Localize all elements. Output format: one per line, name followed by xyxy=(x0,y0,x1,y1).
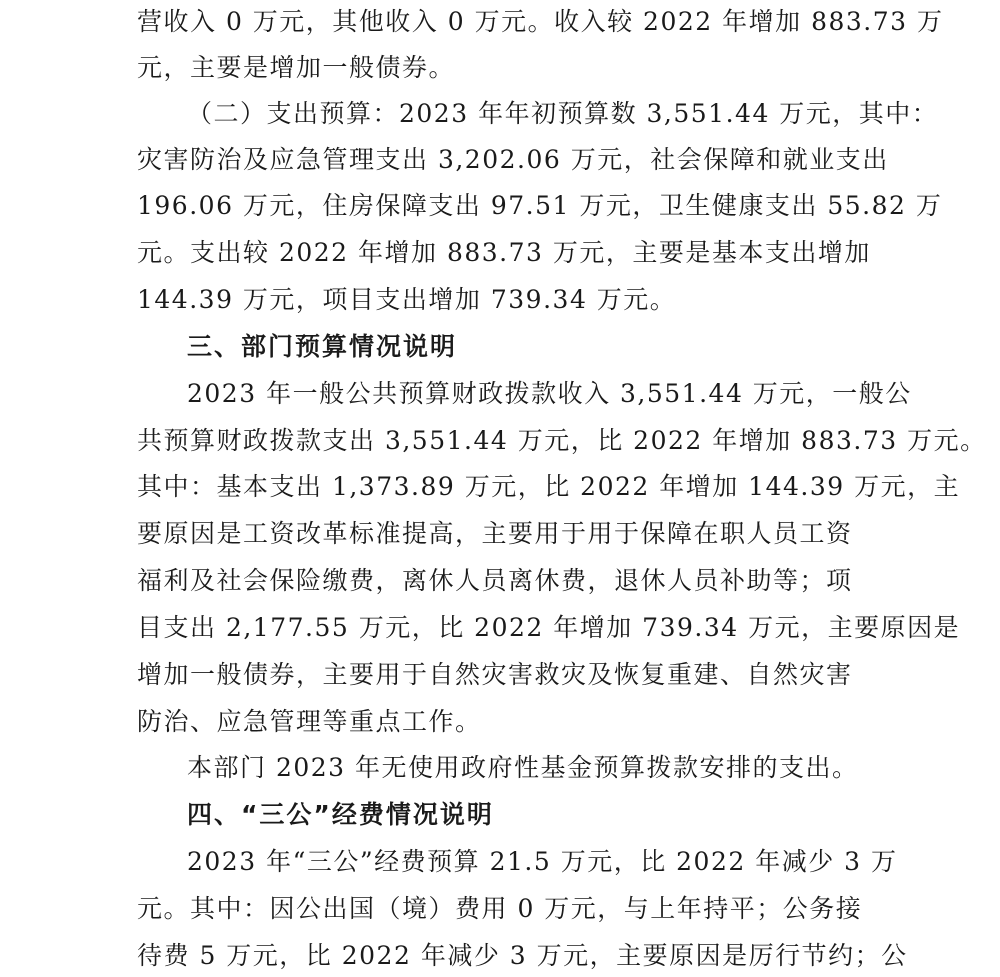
paragraph-line: 元。其中：因公出国（境）费用 0 万元，与上年持平；公务接 xyxy=(137,894,863,923)
section-heading: 三、部门预算情况说明 xyxy=(187,332,458,361)
paragraph-line: （二）支出预算：2023 年年初预算数 3,551.44 万元，其中： xyxy=(187,99,939,128)
paragraph-line: 2023 年一般公共预算财政拨款收入 3,551.44 万元，一般公 xyxy=(187,379,912,408)
paragraph-line: 要原因是工资改革标准提高，主要用于用于保障在职人员工资 xyxy=(137,519,853,548)
paragraph-line: 共预算财政拨款支出 3,551.44 万元，比 2022 年增加 883.73 万元。 xyxy=(137,426,987,455)
paragraph-line: 2023 年“三公”经费预算 21.5 万元，比 2022 年减少 3 万 xyxy=(187,847,898,876)
section-heading: 四、“三公”经费情况说明 xyxy=(187,800,494,829)
paragraph-line: 目支出 2,177.55 万元，比 2022 年增加 739.34 万元，主要原因是 xyxy=(137,613,961,642)
paragraph-line: 防治、应急管理等重点工作。 xyxy=(137,707,482,736)
paragraph-line: 196.06 万元，住房保障支出 97.51 万元，卫生健康支出 55.82 万 xyxy=(137,191,943,220)
paragraph-line: 本部门 2023 年无使用政府性基金预算拨款安排的支出。 xyxy=(187,753,859,782)
paragraph-line: 灾害防治及应急管理支出 3,202.06 万元，社会保障和就业支出 xyxy=(137,145,889,174)
paragraph-line: 福利及社会保险缴费，离休人员离休费，退休人员补助等；项 xyxy=(137,566,853,595)
paragraph-line: 营收入 0 万元，其他收入 0 万元。收入较 2022 年增加 883.73 万 xyxy=(137,7,944,36)
paragraph-line: 元。支出较 2022 年增加 883.73 万元，主要是基本支出增加 xyxy=(137,238,871,267)
paragraph-line: 增加一般债券，主要用于自然灾害救灾及恢复重建、自然灾害 xyxy=(137,660,853,689)
paragraph-line: 其中：基本支出 1,373.89 万元，比 2022 年增加 144.39 万元，主 xyxy=(137,472,961,501)
paragraph-line: 144.39 万元，项目支出增加 739.34 万元。 xyxy=(137,285,677,314)
paragraph-line: 待费 5 万元，比 2022 年减少 3 万元，主要原因是厉行节约；公 xyxy=(137,941,908,970)
paragraph-line: 元，主要是增加一般债券。 xyxy=(137,53,456,82)
